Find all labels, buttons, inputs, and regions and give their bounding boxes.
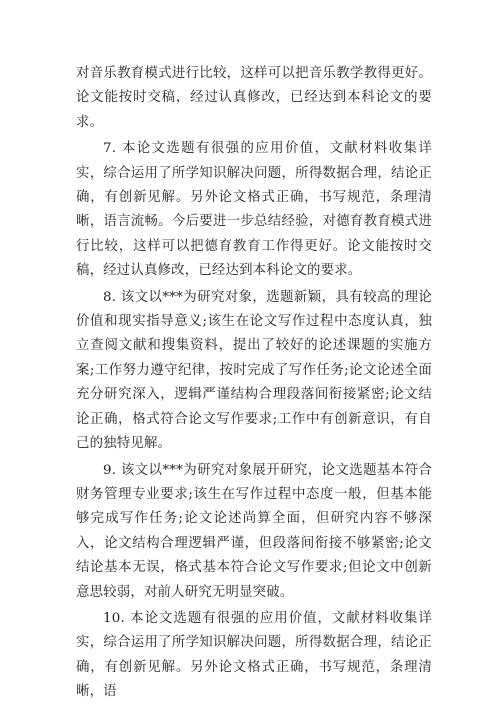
document-body xyxy=(76,62,432,705)
paragraph-item-9: 9. 该文以***为研究对象展开研究，论文选题基本符合财务管理专业要求;该生在写作过程中态度一般，但基本能够完成写作任务;论文论述尚算全面，但研究内容不够深入，论文结构合理逻辑严谨，但段落间衔接不够紧密;论文结论基本无误，格式基本符合论文写作要求;但论文中创新意思较弱，对前人研究无明显突破。 xyxy=(76,462,432,600)
paragraph-continuation: 对音乐教育模式进行比较，这样可以把音乐教学教得更好。论文能按时交稿，经过认真修改，已经达到本科论文的要求。 xyxy=(76,66,432,130)
paragraph-item-8: 8. 该文以***为研究对象，选题新颖，具有较高的理论价值和现实指导意义;该生在论文写作过程中态度认真，独立查阅文献和搜集资料，提出了较好的论述课题的实施方案;工作努力遵守纪律，按时完成了写作任务;论文论述全面充分研究深入，逻辑严谨结构合理段落间衔接紧密;论文结论正确，格式符合论文写作要求;工作中有创新意识，有自己的独特见解。 xyxy=(76,289,432,452)
paragraph-item-7: 7. 本论文选题有很强的应用价值，文献材料收集详实，综合运用了所学知识解决问题，所得数据合理，结论正确，有创新见解。另外论文格式正确，书写规范，条理清晰，语言流畅。今后要进一步总结经验，对德育教育模式进行比较，这样可以把德育教育工作得更好。论文能按时交稿，经过认真修改，已经达到本科论文的要求。 xyxy=(76,141,432,279)
paragraph-item-10: 10. 本论文选题有很强的应用价值，文献材料收集详实，综合运用了所学知识解决问题，所得数据合理，结论正确，有创新见解。另外论文格式正确，书写规范，条理清晰，语 xyxy=(76,610,432,700)
